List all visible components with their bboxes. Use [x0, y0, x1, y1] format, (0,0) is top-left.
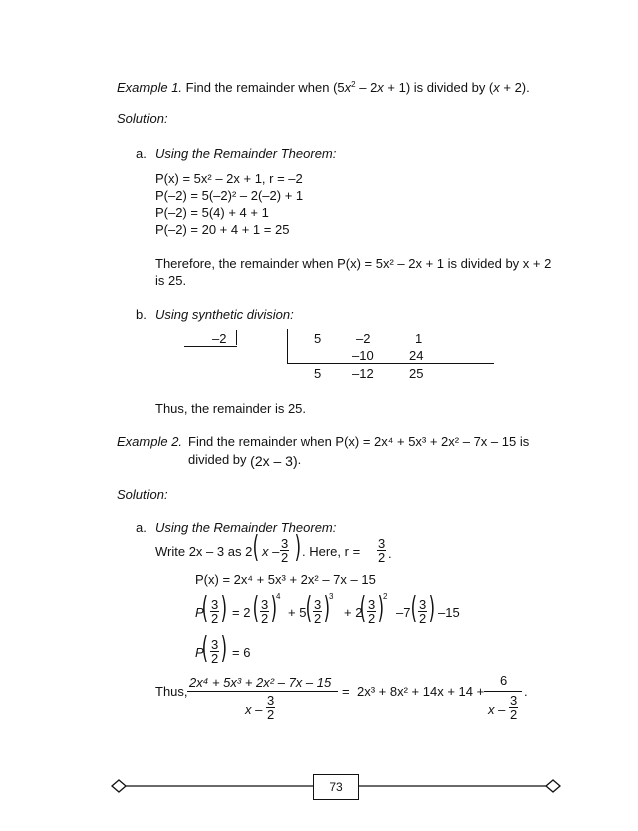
remainder-den-frac: $\frac{3}{2}$	[510, 693, 518, 722]
syn-r1-c1: 5	[314, 331, 322, 346]
part-a2-letter: a.	[136, 520, 147, 535]
eval-frac-3: $\frac{3}{2}$	[314, 597, 322, 626]
syn-r2-c3: 24	[409, 348, 424, 363]
r-fraction: $\frac{3}{2}$	[378, 536, 386, 565]
syn-r1-c2: –2	[356, 331, 371, 346]
eval-eq2: = 2	[232, 605, 251, 620]
part-a1-therefore-line1: Therefore, the remainder when P(x) = 5x² – 2x + 1 is divided by x + 2	[155, 256, 552, 271]
eval-p2: + 2	[344, 605, 363, 620]
result-value: = 6	[232, 645, 251, 660]
eval-frac-4: $\frac{3}{2}$	[368, 597, 376, 626]
right-diamond-icon	[546, 780, 560, 792]
syn-r2-c2: –10	[352, 348, 374, 363]
thus-label: Thus,	[155, 684, 188, 699]
remainder-fraction-bar	[484, 691, 522, 692]
part-a1-heading: Using the Remainder Theorem:	[155, 146, 337, 161]
write-line-x: x –	[262, 544, 280, 559]
big-den-frac: $\frac{3}{2}$	[267, 693, 275, 722]
solution-2-heading: Solution:	[117, 487, 168, 502]
eval-m15: –15	[438, 605, 460, 620]
quotient: 2x³ + 8x² + 14x + 14 +	[357, 684, 485, 699]
solution-1-heading: Solution:	[117, 111, 168, 126]
part-b1-thus: Thus, the remainder is 25.	[155, 401, 307, 416]
big-den-x: x –	[245, 702, 263, 717]
write-fraction: $\frac{3}{2}$	[281, 536, 289, 565]
result-frac: $\frac{3}{2}$	[211, 637, 219, 666]
part-a2-heading: Using the Remainder Theorem:	[155, 520, 337, 535]
eval-t2-close: )	[323, 591, 331, 626]
page-number: 73	[313, 774, 359, 800]
example-2-line2: divided by (2x – 3).	[188, 452, 302, 469]
part-a1-line3: P(–2) = 5(4) + 4 + 1	[155, 205, 269, 220]
eval-t1-close: )	[270, 591, 278, 626]
syn-r1-c3: 1	[415, 331, 423, 346]
paren-open: (	[252, 530, 260, 565]
part-a1-line2: P(–2) = 5(–2)² – 2(–2) + 1	[155, 188, 304, 203]
paren-close: )	[294, 530, 302, 565]
example-2-line1: Find the remainder when P(x) = 2x⁴ + 5x³ + 2x² – 7x – 15 is	[188, 434, 530, 449]
part-b1-heading: Using synthetic division:	[155, 307, 294, 322]
result-open: (	[201, 631, 209, 666]
left-diamond-icon	[112, 780, 126, 792]
example-1-label: Example 1.	[117, 80, 183, 95]
eval-p5: + 5	[288, 605, 307, 620]
result-close: )	[220, 631, 228, 666]
r-period: .	[388, 546, 392, 561]
eval-frac-5: $\frac{3}{2}$	[419, 597, 427, 626]
synthetic-divisor: –2	[212, 331, 227, 346]
eval-t4-open: (	[410, 591, 418, 626]
here-r-text: . Here, r =	[302, 544, 361, 559]
remainder-den-x: x –	[488, 702, 506, 717]
eval-p-close: )	[220, 591, 228, 626]
eval-exp3: 3	[329, 592, 334, 601]
eval-exp2: 2	[383, 592, 388, 601]
px-polynomial: P(x) = 2x⁴ + 5x³ + 2x² – 7x – 15	[195, 572, 376, 587]
synthetic-vertical-bar	[287, 329, 288, 364]
eval-frac-2: $\frac{3}{2}$	[261, 597, 269, 626]
syn-r3-c2: –12	[352, 366, 374, 381]
part-a1-letter: a.	[136, 146, 147, 161]
big-fraction-bar	[187, 691, 338, 692]
big-equals: =	[342, 684, 350, 699]
big-numerator: 2x⁴ + 5x³ + 2x² – 7x – 15	[189, 675, 332, 690]
eval-m7: –7	[396, 605, 411, 620]
eval-P: P	[195, 605, 204, 620]
example-2-label: Example 2.	[117, 434, 183, 449]
syn-r3-c1: 5	[314, 366, 322, 381]
synthetic-horizontal-bar	[287, 363, 494, 364]
divisor-bracket-vertical	[236, 330, 237, 345]
remainder-numerator: 6	[500, 673, 508, 688]
result-P: P	[195, 645, 204, 660]
eval-t2-open: (	[305, 591, 313, 626]
part-a1-line1: P(x) = 5x² – 2x + 1, r = –2	[155, 171, 303, 186]
divisor-bracket-horizontal	[184, 346, 237, 347]
final-period: .	[524, 684, 528, 699]
eval-frac-1: $\frac{3}{2}$	[211, 597, 219, 626]
syn-r3-c3: 25	[409, 366, 424, 381]
eval-exp4: 4	[276, 592, 281, 601]
example-1-line: Example 1. Find the remainder when $(5x^2 - 2x + 1)$ is divided by (x + 2).	[117, 80, 530, 95]
eval-p-open: (	[201, 591, 209, 626]
part-b1-letter: b.	[136, 307, 147, 322]
part-a1-line4: P(–2) = 20 + 4 + 1 = 25	[155, 222, 290, 237]
eval-t4-close: )	[428, 591, 436, 626]
part-a1-therefore-line2: is 25.	[155, 273, 187, 288]
write-line-text: Write 2x – 3 as 2	[155, 544, 253, 559]
eval-t1-open: (	[252, 591, 260, 626]
eval-t3-open: (	[359, 591, 367, 626]
eval-t3-close: )	[377, 591, 385, 626]
